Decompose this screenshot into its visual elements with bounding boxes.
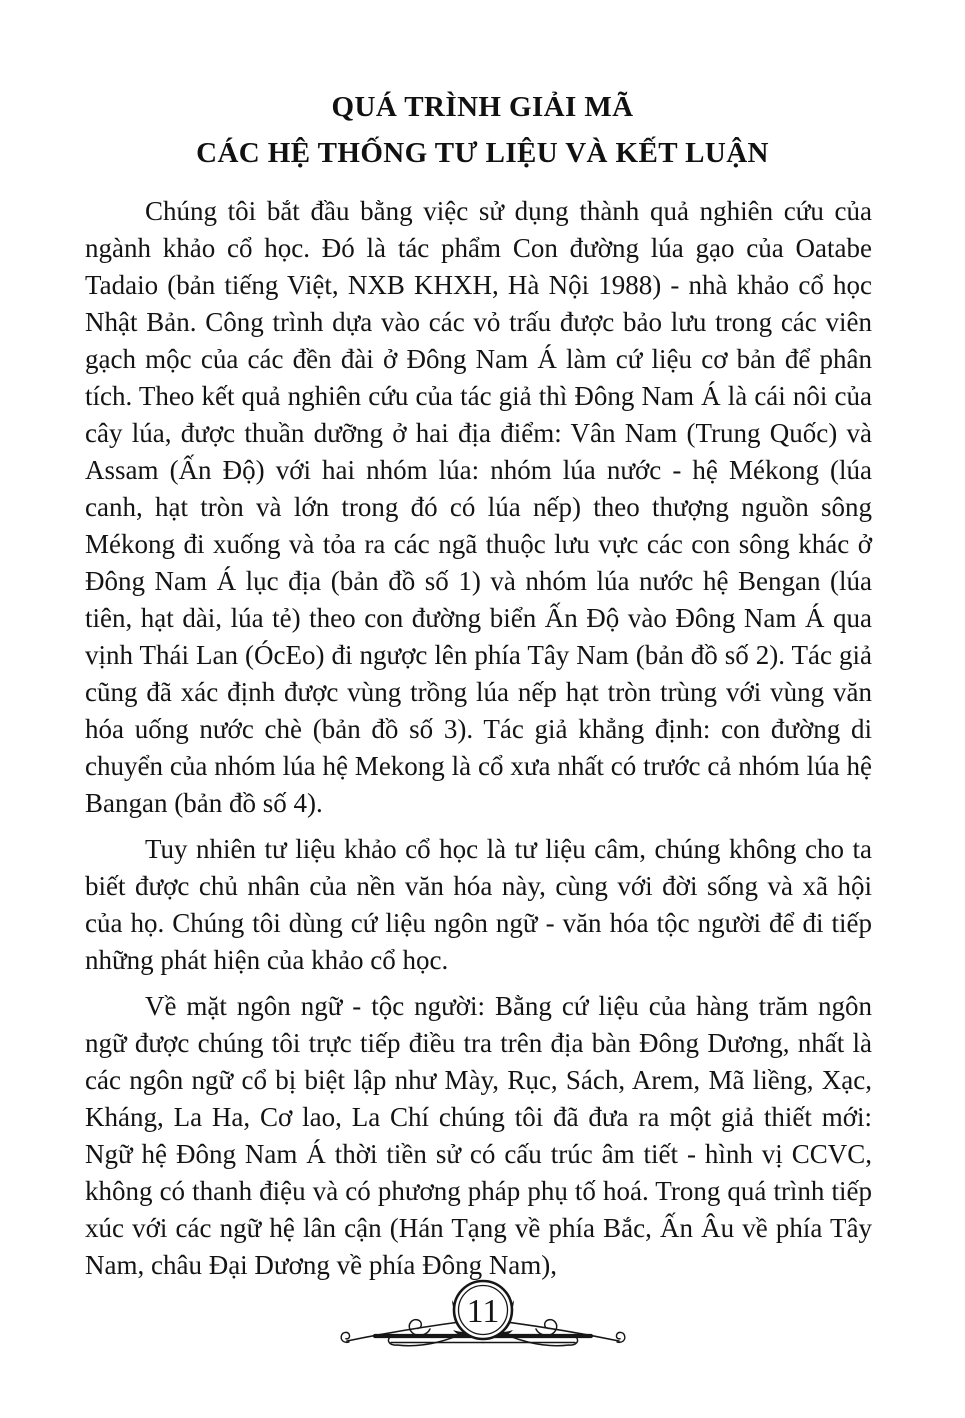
title-line-2: CÁC HỆ THỐNG TƯ LIỆU VÀ KẾT LUẬN [196, 137, 769, 169]
body-text [85, 193, 872, 1293]
page-number: 11 [466, 1293, 499, 1330]
paragraph-3: Về mặt ngôn ngữ - tộc người: Bằng cứ liệu của hàng trăm ngôn ngữ được chúng tôi trực tiếp điều tra trên địa bàn Đông Dương, nhất là các ngôn ngữ cổ bị biệt lập như Mày, Rục, Sách, Arem, Mã liềng, Xạc, Kháng, La Ha, Cơ lao, La Chí chúng tôi đã đưa ra một giả thiết mới: Ngữ hệ Đông Nam Á thời tiền sử có cấu trúc âm tiết - hình vị CCVC, không có thanh điệu và có phương pháp phụ tố hoá. Trong quá trình tiếp xúc với các ngữ hệ lân cận (Hán Tạng về phía Bắc, Ấn Âu về phía Tây Nam, châu Đại Dương về phía Đông Nam), [85, 991, 872, 1280]
title-line-1: QUÁ TRÌNH GIẢI MÃ [331, 91, 634, 123]
page-footer-ornament [0, 1266, 965, 1362]
page-title [0, 84, 965, 176]
paragraph-1: Chúng tôi bắt đầu bằng việc sử dụng thành quả nghiên cứu của ngành khảo cổ học. Đó là tác phẩm Con đường lúa gạo của Oatabe Tadaio (bản tiếng Việt, NXB KHXH, Hà Nội 1988) - nhà khảo cổ học Nhật Bản. Công trình dựa vào các vỏ trấu được bảo lưu trong các viên gạch mộc của các đền đài ở Đông Nam Á làm cứ liệu cơ bản để phân tích. Theo kết quả nghiên cứu của tác giả thì Đông Nam Á là cái nôi của cây lúa, được thuần dưỡng ở hai địa điểm: Vân Nam (Trung Quốc) và Assam (Ấn Độ) với hai nhóm lúa: nhóm lúa nước - hệ Mékong (lúa canh, hạt tròn và lớn trong đó có lúa nếp) theo thượng nguồn sông Mékong đi xuống và tỏa ra các ngã thuộc lưu vực các con sông khác ở Đông Nam Á lục địa (bản đồ số 1) và nhóm lúa nước hệ Bengan (lúa tiên, hạt dài, lúa tẻ) theo con đường biển Ấn Độ vào Đông Nam Á qua vịnh Thái Lan (ÓcEo) đi ngược lên phía Tây Nam (bản đồ số 2). Tác giả cũng đã xác định được vùng trồng lúa nếp hạt tròn trùng với vùng văn hóa uống nước chè (bản đồ số 3). Tác giả khẳng định: con đường di chuyển của nhóm lúa hệ Mekong là cổ xưa nhất có trước cả nhóm lúa hệ Bangan (bản đồ số 4). [85, 196, 872, 818]
paragraph-2: Tuy nhiên tư liệu khảo cổ học là tư liệu câm, chúng không cho ta biết được chủ nhân của nền văn hóa này, cùng với đời sống và xã hội của họ. Chúng tôi dùng cứ liệu ngôn ngữ - văn hóa tộc người để đi tiếp những phát hiện của khảo cổ học. [85, 834, 872, 975]
footer-flourish-graphic [333, 1266, 633, 1362]
